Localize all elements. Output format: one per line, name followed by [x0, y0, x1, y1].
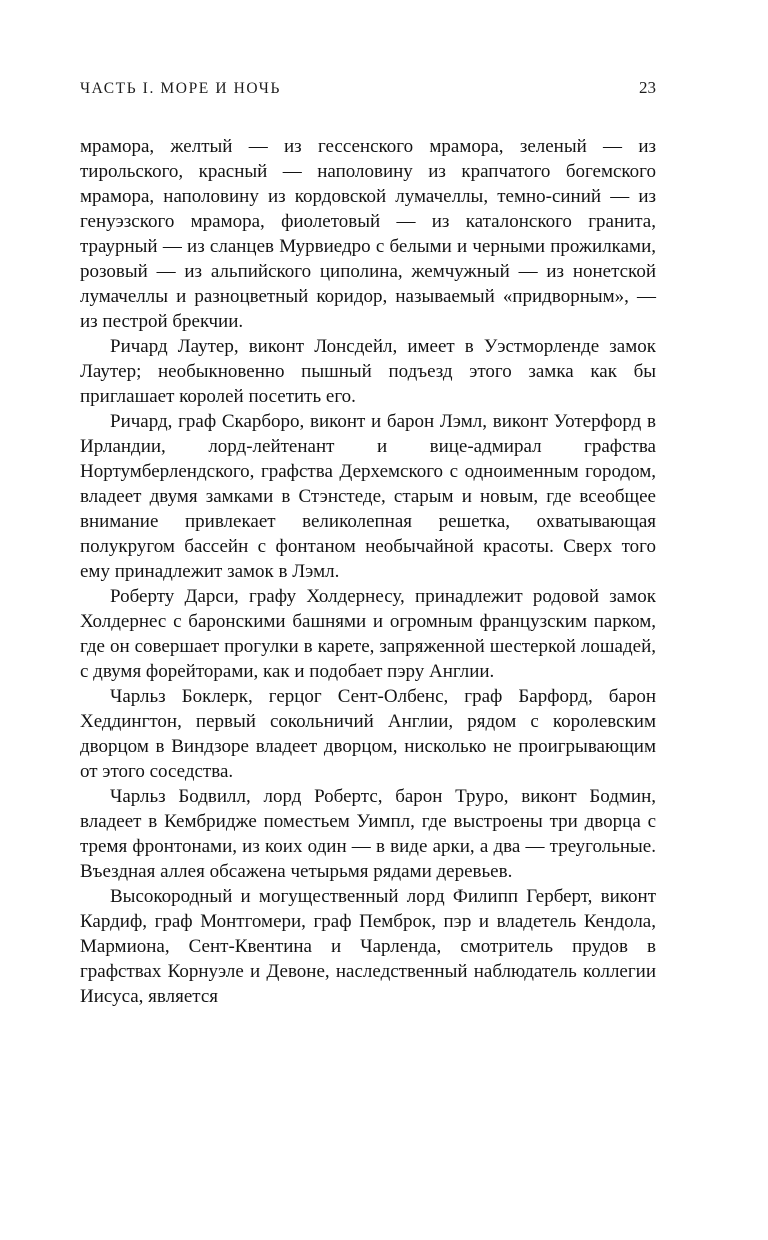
paragraph-3: Ричард, граф Скарборо, виконт и барон Лэмл, виконт Уотерфорд в Ирландии, лорд-лейтенант и вице-адмирал графства Нортумберлендского, графства Дерхемского с одноименным городом, владеет двумя замками в Стэнстеде, старым и новым, где всеобщее внимание привлекает великолепная решетка, охватывающая полукругом бассейн с фонтаном необычайной красоты. Сверх того ему принадлежит замок в Лэмл.: [80, 411, 656, 582]
running-title: ЧАСТЬ I. МОРЕ И НОЧЬ: [80, 80, 281, 97]
paragraph-1: мрамора, желтый — из гессенского мрамора, зеленый — из тирольского, красный — наполовину из крапчатого богемского мрамора, наполовину из кордовской лумачеллы, темно-синий — из генуэзского мрамора, фиолетовый — из каталонского гранита, траурный — из сланцев Мурвиедро с белыми и черными прожилками, розовый — из альпийского циполина, жемчужный — из нонетской лумачеллы и разноцветный коридор, называемый «придворным», — из пестрой брекчии.: [80, 136, 656, 332]
paragraph-7: Высокородный и могущественный лорд Филипп Герберт, виконт Кардиф, граф Монтгомери, граф Пемброк, пэр и владетель Кендола, Мармиона, Сент-Квентина и Чарленда, смотритель прудов в графствах Корнуэле и Девоне, наследственный наблюдатель коллегии Иисуса, является: [80, 886, 656, 1007]
paragraph-6: Чарльз Бодвилл, лорд Робертс, барон Труро, виконт Бодмин, владеет в Кембридже поместьем Уимпл, где выстроены три дворца с тремя фронтонами, из коих один — в виде арки, а два — треугольные. Въездная аллея обсажена четырьмя рядами деревьев.: [80, 786, 656, 882]
page-body: [80, 134, 656, 1009]
paragraph-2: Ричард Лаутер, виконт Лонсдейл, имеет в Уэстморленде замок Лаутер; необыкновенно пышный подъезд этого замка как бы приглашает королей посетить его.: [80, 336, 656, 407]
page-header: [80, 78, 656, 98]
page-number: 23: [639, 78, 656, 97]
paragraph-5: Чарльз Боклерк, герцог Сент-Олбенс, граф Барфорд, барон Хеддингтон, первый сокольничий Англии, рядом с королевским дворцом в Виндзоре владеет дворцом, нисколько не проигрывающим от этого соседства.: [80, 686, 656, 782]
paragraph-4: Роберту Дарси, графу Холдернесу, принадлежит родовой замок Холдернес с баронскими башнями и огромным французским парком, где он совершает прогулки в карете, запряженной шестеркой лошадей, с двумя форейторами, как и подобает пэру Англии.: [80, 586, 656, 682]
